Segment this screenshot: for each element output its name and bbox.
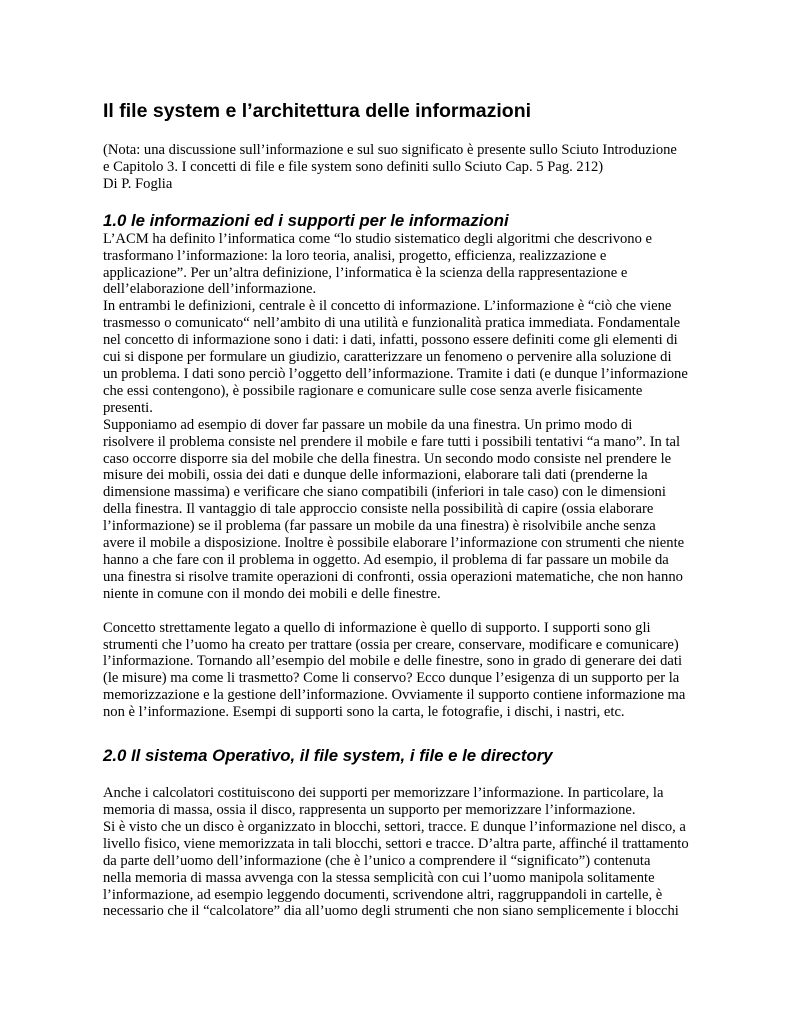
text-line: dell’elaborazione dell’informazione. <box>103 281 317 298</box>
author-line: Di P. Foglia <box>103 175 173 192</box>
text-line: necessario che il “calcolatore” dia all’uomo degli strumenti che non siano semplicemente i blocchi <box>103 903 679 920</box>
text-line: Supponiamo ad esempio di dover far passare un mobile da una finestra. Un primo modo di <box>103 416 633 433</box>
text-line: l’informazione. Tornando all’esempio del mobile e delle finestre, sono in grado di generare dei dati <box>103 653 683 670</box>
section-2-paragraph-1 <box>103 785 693 920</box>
text-line: nella memoria di massa avvenga con la stessa semplicità con cui l’uomo manipola solitamente <box>103 869 655 886</box>
section-heading-1: 1.0 le informazioni ed i supporti per le informazioni <box>103 210 509 230</box>
text-line: memorizzazione e la gestione dell’informazione. Ovviamente il supporto contiene informazione ma <box>103 687 686 704</box>
text-line: che essi contengono), è possibile ragionare e comunicare sulle cose senza averle fisicamente <box>103 382 643 399</box>
document-body <box>103 99 693 920</box>
text-line: trasmesso o comunicato“ nell’ambito di una utilità e funzionalità pratica immediata. Fondamentale <box>103 315 681 332</box>
text-line: non è l’informazione. Esempi di supporti sono la carta, le fotografie, i dischi, i nastri, etc. <box>103 704 625 721</box>
text-line: Si è visto che un disco è organizzato in blocchi, settori, tracce. E dunque l’informazione nel disco, a <box>103 818 686 835</box>
text-line: hanno a che fare con il problema in oggetto. Ad esempio, il problema di far passare un mobile da <box>103 551 669 568</box>
text-line: dimensione massima) e verificare che siano compatibili (inferiori in tale caso) con le dimensioni <box>103 484 666 501</box>
text-line: trasformano l’informazione: la loro teoria, analisi, progetto, efficienza, realizzazione e <box>103 247 607 264</box>
text-line: (le misure) ma come li trasmetto? Come li conservo? Ecco dunque l’esigenza di un supporto per la <box>103 670 680 687</box>
text-line: cui si dispone per formulare un giudizio, caratterizzare un fenomeno o pervenire alla soluzione di <box>103 349 672 366</box>
text-line: In entrambi le definizioni, centrale è il concetto di informazione. L’informazione è “ciò che viene <box>103 298 672 315</box>
text-line: un problema. I dati sono perciò l’oggetto dell’informazione. Tramite i dati (e dunque l’informazione <box>103 365 688 382</box>
note-paragraph <box>103 142 693 193</box>
section-heading-2: 2.0 Il sistema Operativo, il file system, i file e le directory <box>103 746 553 766</box>
text-line: risolvere il problema consiste nel prendere il mobile e fare tutti i possibili tentativi “a mano”. In tal <box>103 433 681 450</box>
text-line: applicazione”. Per un’altra definizione, l’informatica è la scienza della rappresentazione e <box>103 264 628 281</box>
note-line: (Nota: una discussione sull’informazione e sul suo significato è presente sullo Sciuto Introduzione <box>103 142 677 158</box>
text-line: Concetto strettamente legato a quello di informazione è quello di supporto. I supporti sono gli <box>103 619 651 636</box>
section-1-paragraph-2 <box>103 620 693 721</box>
text-line: caso occorre disporre sia del mobile che della finestra. Un secondo modo consiste nel prendere le <box>103 450 672 467</box>
text-line: livello fisico, viene memorizzata in tali blocchi, settori e tracce. D’altra parte, affinché il trattamento <box>103 835 689 852</box>
text-line: della finestra. Il vantaggio di tale approccio consiste nella possibilità di capire (ossia elaborare <box>103 501 654 518</box>
text-line: strumenti che l’uomo ha creato per trattare (ossia per creare, conservare, modificare e comunicare) <box>103 636 679 653</box>
text-line: l’informazione) se il problema (far passare un mobile da una finestra) è risolvibile anche senza <box>103 518 656 535</box>
text-line: presenti. <box>103 399 153 416</box>
text-line: nel concetto di informazione sono i dati: i dati, infatti, possono essere definiti come gli elementi di <box>103 332 678 349</box>
text-line: da parte dell’uomo dell’informazione (che è l’unico a comprendere il “significato”) contenuta <box>103 852 651 869</box>
text-line: l’informazione, ad esempio leggendo documenti, scrivendone altri, raggruppandoli in cartelle, è <box>103 886 663 903</box>
note-line: e Capitolo 3. I concetti di file e file system sono definiti sullo Sciuto Cap. 5 Pag. 212) <box>103 158 604 175</box>
text-line: memoria di massa, ossia il disco, rappresenta un supporto per memorizzare l’informazione. <box>103 802 636 818</box>
text-line: niente in comune con il mondo dei mobili e delle finestre. <box>103 585 441 602</box>
text-line: una finestra si risolve tramite operazioni di confronti, ossia operazioni matematiche, che non hanno <box>103 568 683 585</box>
section-1-paragraph-1 <box>103 231 693 603</box>
page-title: Il file system e l’architettura delle informazioni <box>103 100 532 122</box>
text-line: avere il mobile a disposizione. Inoltre è possibile elaborare l’informazione con strumenti che niente <box>103 535 685 552</box>
text-line: misure dei mobili, ossia dei dati e dunque delle informazioni, elaborare tali dati (prenderne la <box>103 467 648 484</box>
text-line: L’ACM ha definito l’informatica come “lo studio sistematico degli algoritmi che descrivono e <box>103 230 653 247</box>
text-line: Anche i calcolatori costituiscono dei supporti per memorizzare l’informazione. In particolare, la <box>103 785 664 802</box>
